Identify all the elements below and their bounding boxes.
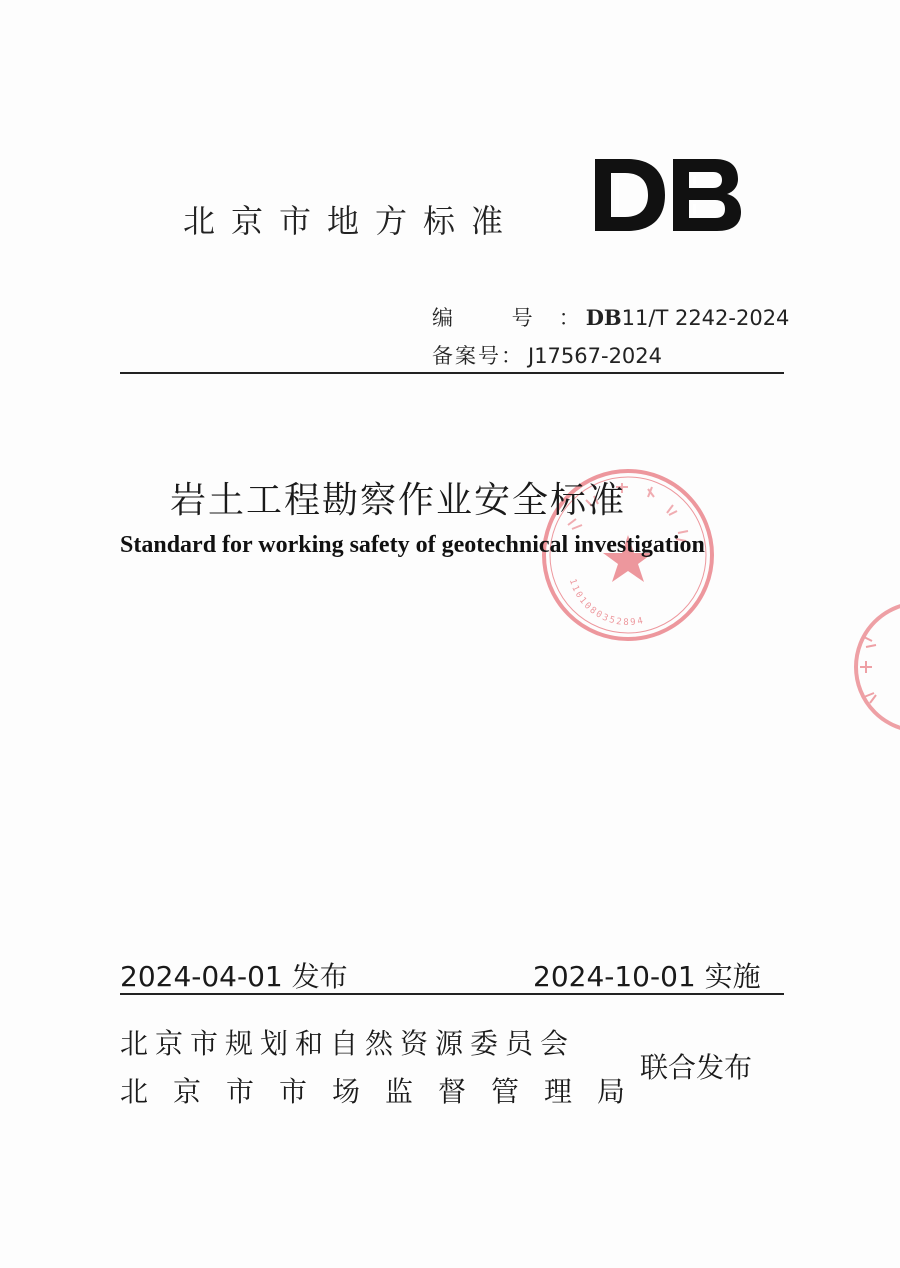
filing-number bbox=[432, 340, 662, 370]
standard-code bbox=[432, 302, 789, 332]
db-logo-text: DB bbox=[593, 155, 595, 156]
filing-value: J17567-2024 bbox=[528, 344, 663, 368]
code-value: 11/T 2242-2024 bbox=[621, 306, 790, 330]
db-logo bbox=[593, 155, 743, 235]
code-label: 编 号 bbox=[432, 306, 559, 330]
standard-title-en: Standard for working safety of geotechnical investigation bbox=[120, 532, 705, 558]
standard-category-title: 北京市地方标准 bbox=[183, 202, 520, 240]
effective-date: 2024-10-01 实施 bbox=[533, 960, 761, 993]
svg-text:1101080352894 bbox=[567, 578, 646, 628]
partial-seal bbox=[850, 597, 900, 737]
filing-label: 备案号 bbox=[432, 344, 501, 368]
bottom-divider bbox=[120, 993, 784, 995]
standard-title-zh: 岩土工程勘察作业安全标准 bbox=[170, 480, 627, 521]
code-colon: ： bbox=[558, 306, 580, 330]
joint-release-label: 联合发布 bbox=[640, 1051, 753, 1084]
seal-number: 1101080352894 bbox=[566, 577, 646, 629]
issuer-planning-commission: 北京市规划和自然资源委员会 bbox=[120, 1027, 576, 1060]
top-divider bbox=[120, 372, 784, 374]
issuer-market-bureau: 北京市市场监督管理局 bbox=[120, 1075, 651, 1108]
code-prefix: DB bbox=[585, 305, 622, 330]
release-date: 2024-04-01 发布 bbox=[120, 960, 348, 993]
filing-colon: ： bbox=[501, 344, 522, 368]
